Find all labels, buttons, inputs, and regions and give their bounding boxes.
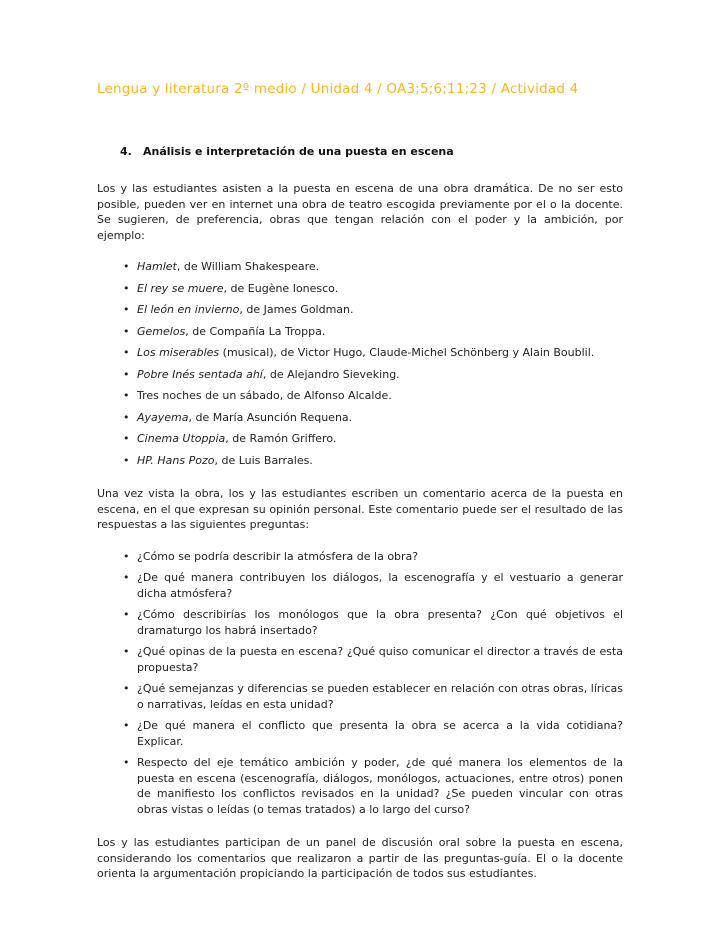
questions-list bbox=[97, 549, 623, 818]
works-list bbox=[97, 259, 623, 468]
work-title: HP. Hans Pozo bbox=[137, 453, 215, 467]
work-author: , de Ramón Griffero. bbox=[225, 432, 337, 445]
comment-paragraph: Una vez vista la obra, los y las estudiantes escriben un comentario acerca de la puesta en escena, en el que expresan su opinión personal. Este comentario puede ser el resultado de las respuestas a las siguientes preguntas: bbox=[97, 487, 623, 531]
work-title: Tres noches de un sábado bbox=[137, 389, 280, 402]
list-item bbox=[123, 388, 623, 404]
work-title: El rey se muere bbox=[137, 281, 224, 295]
work-author: , de Eugène Ionesco. bbox=[223, 281, 339, 295]
work-title: Gemelos bbox=[137, 324, 186, 338]
work-author: , de Compañía La Troppa. bbox=[185, 324, 326, 338]
activity-title: Análisis e interpretación de una puesta en escena bbox=[143, 145, 454, 158]
list-item: • ¿Cómo se podría describir la atmósfera de la obra? bbox=[123, 549, 623, 565]
work-author: , de James Goldman. bbox=[239, 303, 354, 316]
work-title: Cinema Utoppia bbox=[137, 432, 226, 445]
closing-paragraph: Los y las estudiantes participan de un panel de discusión oral sobre la puesta en escena, considerando los comentarios que realizaron a partir de las preguntas-guía. El o la docente orienta la argumentación propiciando la participación de todos sus estudiantes. bbox=[97, 836, 623, 880]
work-title: Los miserables bbox=[137, 346, 220, 359]
list-item: • ¿Cómo describirías los monólogos que la obra presenta? ¿Con qué objetivos el dramaturgo los habrá insertado? bbox=[123, 607, 623, 638]
list-item: • Respecto del eje temático ambición y poder, ¿de qué manera los elementos de la puesta en escena (escenografía, diálogos, monólogos, actuaciones, entre otros) ponen de manifiesto los conflictos revisados en la unidad? ¿Se pueden vincular con otras obras vistas o leídas (o temas tratados) a lo largo del curso? bbox=[123, 755, 623, 817]
breadcrumb: Lengua y literatura 2º medio / Unidad 4 / OA3;5;6;11;23 / Actividad 4 bbox=[97, 81, 579, 97]
intro-paragraph: Los y las estudiantes asisten a la puesta en escena de una obra dramática. De no ser esto posible, pueden ver en internet una obra de teatro escogida previamente por el o la docente. Se sugieren, de preferencia, obras que tengan relación con el poder y la ambición, por ejemplo: bbox=[97, 182, 623, 242]
list-item: • ¿Qué semejanzas y diferencias se pueden establecer en relación con otras obras, líricas o narrativas, leídas en esta unidad? bbox=[123, 681, 623, 712]
work-author: , de María Asunción Requena. bbox=[188, 410, 353, 424]
list-item bbox=[123, 259, 623, 275]
list-item bbox=[123, 410, 623, 426]
work-title: Ayayema bbox=[137, 410, 189, 424]
list-item bbox=[123, 324, 623, 340]
list-item bbox=[123, 281, 623, 297]
work-title: Pobre Inés sentada ahí bbox=[137, 367, 263, 381]
list-item: • ¿De qué manera el conflicto que presenta la obra se acerca a la vida cotidiana? Explicar. bbox=[123, 718, 623, 749]
list-item bbox=[123, 302, 623, 318]
list-item: • ¿Qué opinas de la puesta en escena? ¿Qué quiso comunicar el director a través de esta propuesta? bbox=[123, 644, 623, 675]
list-item bbox=[123, 345, 623, 361]
work-author: , de Alfonso Alcalde. bbox=[279, 389, 392, 402]
work-title: Hamlet bbox=[137, 260, 177, 273]
list-item: • ¿De qué manera contribuyen los diálogos, la escenografía y el vestuario a generar dicha atmósfera? bbox=[123, 570, 623, 601]
activity-heading bbox=[97, 145, 623, 158]
list-item bbox=[123, 453, 623, 469]
document-page bbox=[97, 80, 623, 898]
work-author: , de Luis Barrales. bbox=[214, 453, 313, 467]
work-author: (musical), de Victor Hugo, Claude-Michel Schönberg y Alain Boublil. bbox=[219, 346, 595, 359]
work-title: El león en invierno bbox=[137, 303, 240, 316]
list-item bbox=[123, 367, 623, 383]
work-author: , de William Shakespeare. bbox=[176, 260, 320, 273]
list-item bbox=[123, 431, 623, 447]
work-author: , de Alejandro Sieveking. bbox=[262, 367, 400, 381]
activity-number: 4. bbox=[120, 145, 132, 158]
